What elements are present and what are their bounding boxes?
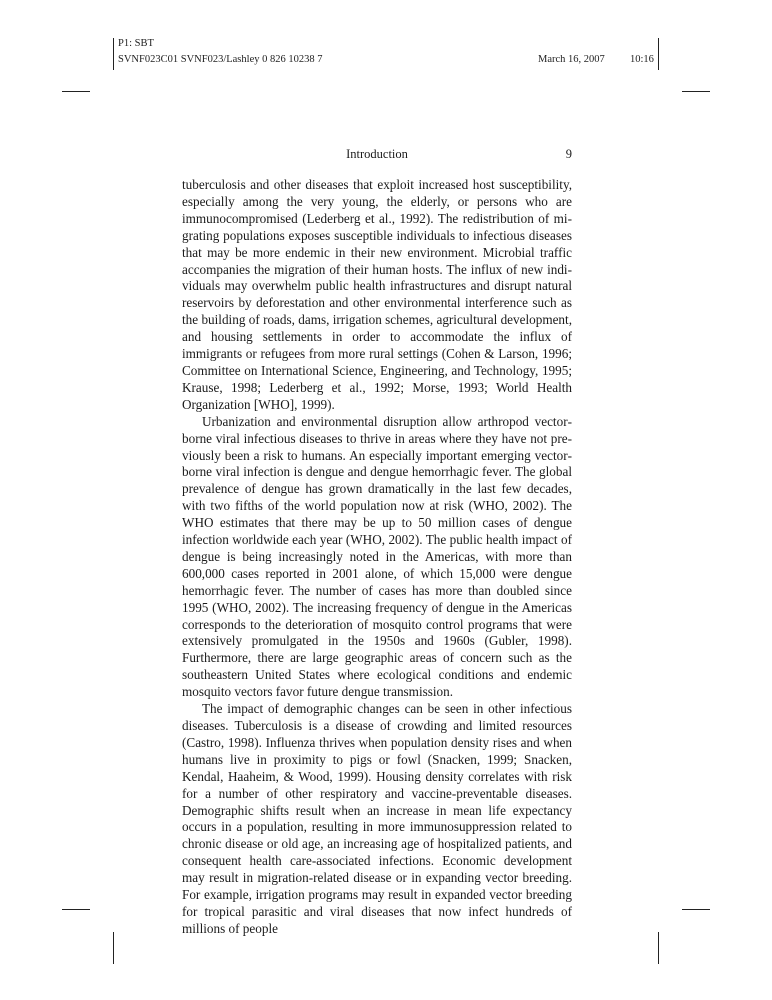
paragraph-3: The impact of demographic changes can be seen in other infectious diseases. Tuberculosis is a disease of crowding and limited resources (Castro, 1998). Influenza thrives when population density rises and when humans live in proximity to pigs or fowl (Snacken, 1999; Snacken, Kendal, Haaheim, & Wood, 1999). Housing density correlates with risk for a number of other respiratory and vaccine-preventable diseases. Demographic shifts result when an increase in mean life expectancy occurs in a population, resulting in more immunosuppression related to chronic disease or old age, an increasing age of hospitalized patients, and consequent health care-associated infections. Economic development may result in migration-related disease or in expanding vector breeding. For example, irrigation programs may result in expanded vector breeding for tropical parasitic and viral diseases that now infect hundreds of millions of people (182, 701, 572, 936)
crop-mark-bottom-right-horizontal (682, 909, 710, 910)
crop-mark-top-right-vertical (658, 38, 659, 70)
crop-mark-top-right-horizontal (682, 91, 710, 92)
paragraph-1: tuberculosis and other diseases that exploit increased host susceptibility, especially among the very young, the elderly, or persons who are immunocompromised (Lederberg et al., 1992). The redistribution of migrating populations exposes susceptible individuals to infectious diseases that may be more endemic in their new environment. Microbial traffic accompanies the migration of their human hosts. The influx of new individuals may overwhelm public health infrastructures and disrupt natural reservoirs by deforestation and other environmental interference such as the building of roads, dams, irrigation schemes, agricultural development, and housing settlements in order to accommodate the influx of immigrants or refugees from more rural settings (Cohen & Larson, 1996; Committee on International Science, Engineering, and Technology, 1995; Krause, 1998; Lederberg et al., 1992; Morse, 1993; World Health Organization [WHO], 1999). (182, 177, 572, 412)
slug-line-2: SVNF023C01 SVNF023/Lashley 0 826 10238 7 (118, 54, 323, 65)
slug-date: March 16, 2007 (538, 54, 605, 65)
running-head (182, 147, 572, 165)
body-text (182, 177, 572, 938)
slug-line-1: P1: SBT (118, 38, 154, 49)
crop-mark-bottom-right-vertical (658, 932, 659, 964)
crop-mark-top-left-horizontal (62, 91, 90, 92)
crop-mark-bottom-left-horizontal (62, 909, 90, 910)
page-number: 9 (565, 147, 572, 161)
paragraph-2: Urbanization and environmental disruption allow arthropod vectorborne viral infectious diseases to thrive in areas where they have not previously been a risk to humans. An especially important emerging vectorborne viral infection is dengue and dengue hemorrhagic fever. The global prevalence of dengue has grown dramatically in the last few decades, with two fifths of the world population now at risk (WHO, 2002). The WHO estimates that there may be up to 50 million cases of dengue infection worldwide each year (WHO, 2002). The public health impact of dengue is being increasingly noted in the Americas, with more than 600,000 cases reported in 2001 alone, of which 15,000 were dengue hemorrhagic fever. The number of cases has more than doubled since 1995 (WHO, 2002). The increasing frequency of dengue in the Americas corresponds to the deterioration of mosquito control programs that were extensively promulgated in the 1950s and 1960s (Gubler, 1998). Furthermore, there are large geographic areas of concern such as the southeastern United States where ecological conditions and endemic mosquito vectors favor future dengue transmission. (182, 413, 572, 700)
printer-slug (118, 36, 322, 68)
crop-mark-bottom-left-vertical (113, 932, 114, 964)
crop-mark-top-left-vertical (113, 38, 114, 70)
running-head-title: Introduction (346, 147, 408, 161)
slug-time: 10:16 (630, 54, 654, 65)
